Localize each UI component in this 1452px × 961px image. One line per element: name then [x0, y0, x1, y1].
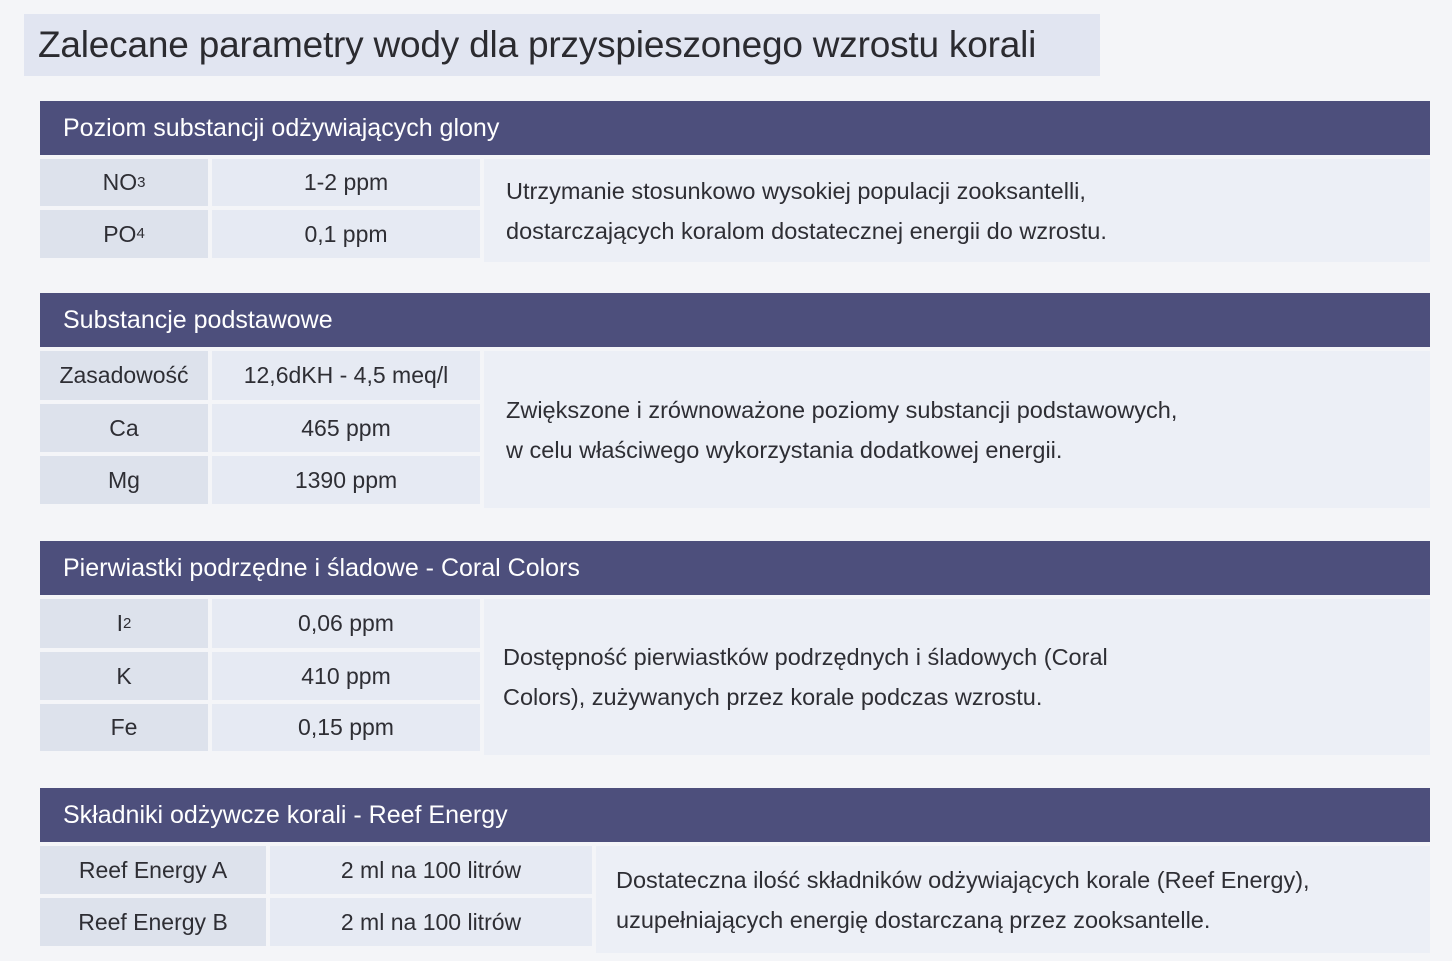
section-coral-nutrients	[40, 788, 1430, 949]
description-line: Dostępność pierwiastków podrzędnych i śladowych (Coral	[503, 644, 1108, 670]
parameter-name: Mg	[40, 456, 208, 504]
table-row	[40, 599, 480, 652]
section-description	[596, 846, 1430, 953]
parameter-value: 0,06 ppm	[212, 599, 480, 648]
description-line: Colors), zużywanych przez korale podczas wzrostu.	[503, 684, 1043, 710]
section-header: Pierwiastki podrzędne i śladowe - Coral Colors	[40, 541, 1430, 595]
section-header: Substancje podstawowe	[40, 293, 1430, 347]
section-description	[484, 159, 1430, 262]
parameter-name: Reef Energy A	[40, 846, 266, 894]
section-header: Składniki odżywcze korali - Reef Energy	[40, 788, 1430, 842]
description-line: uzupełniających energię dostarczaną przez zooksantelle.	[616, 906, 1211, 933]
parameter-value: 2 ml na 100 litrów	[270, 898, 592, 946]
section-body	[40, 347, 1430, 504]
table-row	[40, 404, 480, 456]
parameter-name: K	[40, 652, 208, 700]
section-header: Poziom substancji odżywiających glony	[40, 101, 1430, 155]
section-body	[40, 155, 1430, 262]
description-line: Zwiększone i zrównoważone poziomy substancji podstawowych,	[506, 396, 1178, 423]
parameter-symbol: I	[116, 610, 124, 636]
table-row	[40, 159, 480, 210]
table-row	[40, 704, 480, 755]
description-line: w celu właściwego wykorzystania dodatkowej energii.	[506, 436, 1063, 463]
parameter-name: Reef Energy B	[40, 898, 266, 946]
parameter-value: 465 ppm	[212, 404, 480, 452]
parameter-value: 12,6dKH - 4,5 meq/l	[212, 351, 480, 400]
parameter-value: 1-2 ppm	[212, 159, 480, 206]
description-line: Dostateczna ilość składników odżywiających korale (Reef Energy),	[616, 866, 1310, 893]
parameter-value: 0,1 ppm	[212, 210, 480, 258]
section-algae-nutrients	[40, 101, 1430, 262]
parameter-symbol: PO	[103, 220, 137, 247]
section-description	[484, 351, 1430, 508]
section-body	[40, 595, 1430, 751]
table-row	[40, 846, 592, 898]
section-basic-substances	[40, 293, 1430, 504]
parameter-name: PO 4	[40, 210, 208, 258]
parameter-name: NO 3	[40, 159, 208, 206]
parameter-name: Fe	[40, 704, 208, 751]
parameter-value: 0,15 ppm	[212, 704, 480, 751]
parameter-value: 410 ppm	[212, 652, 480, 700]
parameter-value: 2 ml na 100 litrów	[270, 846, 592, 894]
table-row	[40, 351, 480, 404]
description-line: dostarczających koralom dostatecznej energii do wzrostu.	[506, 217, 1107, 244]
section-trace-elements	[40, 541, 1430, 751]
table-row	[40, 652, 480, 704]
table-row	[40, 456, 480, 508]
section-description	[484, 599, 1430, 755]
table-row	[40, 210, 480, 262]
parameter-name: Zasadowość	[40, 351, 208, 400]
page-title: Zalecane parametry wody dla przyspieszonego wzrostu korali	[38, 24, 1037, 65]
parameter-name: Ca	[40, 404, 208, 452]
parameter-value: 1390 ppm	[212, 456, 480, 504]
section-body	[40, 842, 1430, 949]
description-line: Utrzymanie stosunkowo wysokiej populacji zooksantelli,	[506, 177, 1086, 204]
parameter-symbol: NO	[102, 169, 138, 195]
parameter-name: I 2	[40, 599, 208, 648]
table-row	[40, 898, 592, 950]
